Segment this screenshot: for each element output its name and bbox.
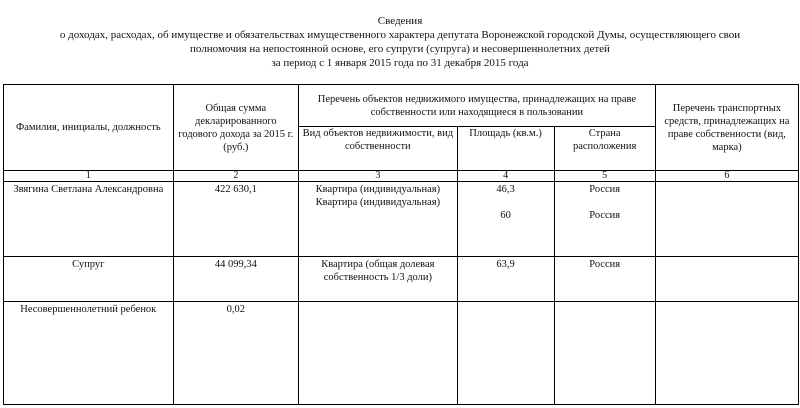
column-number: 1 — [4, 171, 174, 182]
column-number: 6 — [655, 171, 798, 182]
vehicles-value — [655, 257, 798, 302]
table-row — [4, 182, 799, 257]
area-cell — [457, 182, 554, 257]
vehicles-value — [655, 302, 798, 405]
property-type: Квартира (индивидуальная) — [315, 197, 441, 208]
country-cell — [554, 182, 655, 257]
header-income: Общая сумма декларированного годового дохода за 2015 г. (руб.) — [173, 85, 299, 171]
person-name: Звягина Светлана Александровна — [4, 182, 174, 257]
header-vehicles: Перечень транспортных средств, принадлежащих на праве собственности (вид, марка) — [655, 85, 798, 171]
header-property-type: Вид объектов недвижимости, вид собственности — [299, 127, 458, 171]
declaration-table — [3, 84, 799, 405]
vehicles-value — [655, 182, 798, 257]
document-header — [0, 14, 800, 70]
column-numbers-row — [4, 171, 799, 182]
area-value — [457, 302, 554, 405]
country-value: Россия — [589, 184, 621, 195]
person-name: Супруг — [4, 257, 174, 302]
area-value: 46,3 — [496, 184, 515, 195]
column-number: 5 — [554, 171, 655, 182]
property-type-cell — [299, 182, 458, 257]
table-row — [4, 302, 799, 405]
area-value: 60 — [500, 210, 511, 221]
doc-title: Сведения — [377, 15, 423, 27]
doc-subtitle-line1: о доходах, расходах, об имуществе и обязательствах имущественного характера депутата Воронежской городской Думы, осуществляющего свои — [59, 29, 741, 41]
header-name: Фамилия, инициалы, должность — [4, 85, 174, 171]
doc-subtitle-line2: полномочия на непостоянной основе, его супруги (супруга) и несовершеннолетних детей — [190, 43, 610, 55]
property-type: Квартира (общая долевая собственность 1/3 доли) — [299, 257, 458, 302]
income-value: 422 630,1 — [173, 182, 299, 257]
header-property-group: Перечень объектов недвижимого имущества, принадлежащих на праве собственности или находящиеся в пользовании — [299, 85, 656, 127]
property-type: Квартира (индивидуальная) — [315, 184, 441, 195]
income-value: 44 099,34 — [173, 257, 299, 302]
header-row — [4, 85, 799, 127]
income-value: 0,02 — [173, 302, 299, 405]
country-value — [554, 302, 655, 405]
column-number: 3 — [299, 171, 458, 182]
column-number: 4 — [457, 171, 554, 182]
table-row — [4, 257, 799, 302]
area-value: 63,9 — [457, 257, 554, 302]
property-type — [299, 302, 458, 405]
country-value: Россия — [554, 257, 655, 302]
doc-period: за период с 1 января 2015 года по 31 декабря 2015 года — [271, 57, 529, 69]
header-country: Страна расположения — [554, 127, 655, 171]
column-number: 2 — [173, 171, 299, 182]
country-value: Россия — [589, 210, 621, 221]
person-name: Несовершеннолетний ребенок — [4, 302, 174, 405]
header-area: Площадь (кв.м.) — [457, 127, 554, 171]
